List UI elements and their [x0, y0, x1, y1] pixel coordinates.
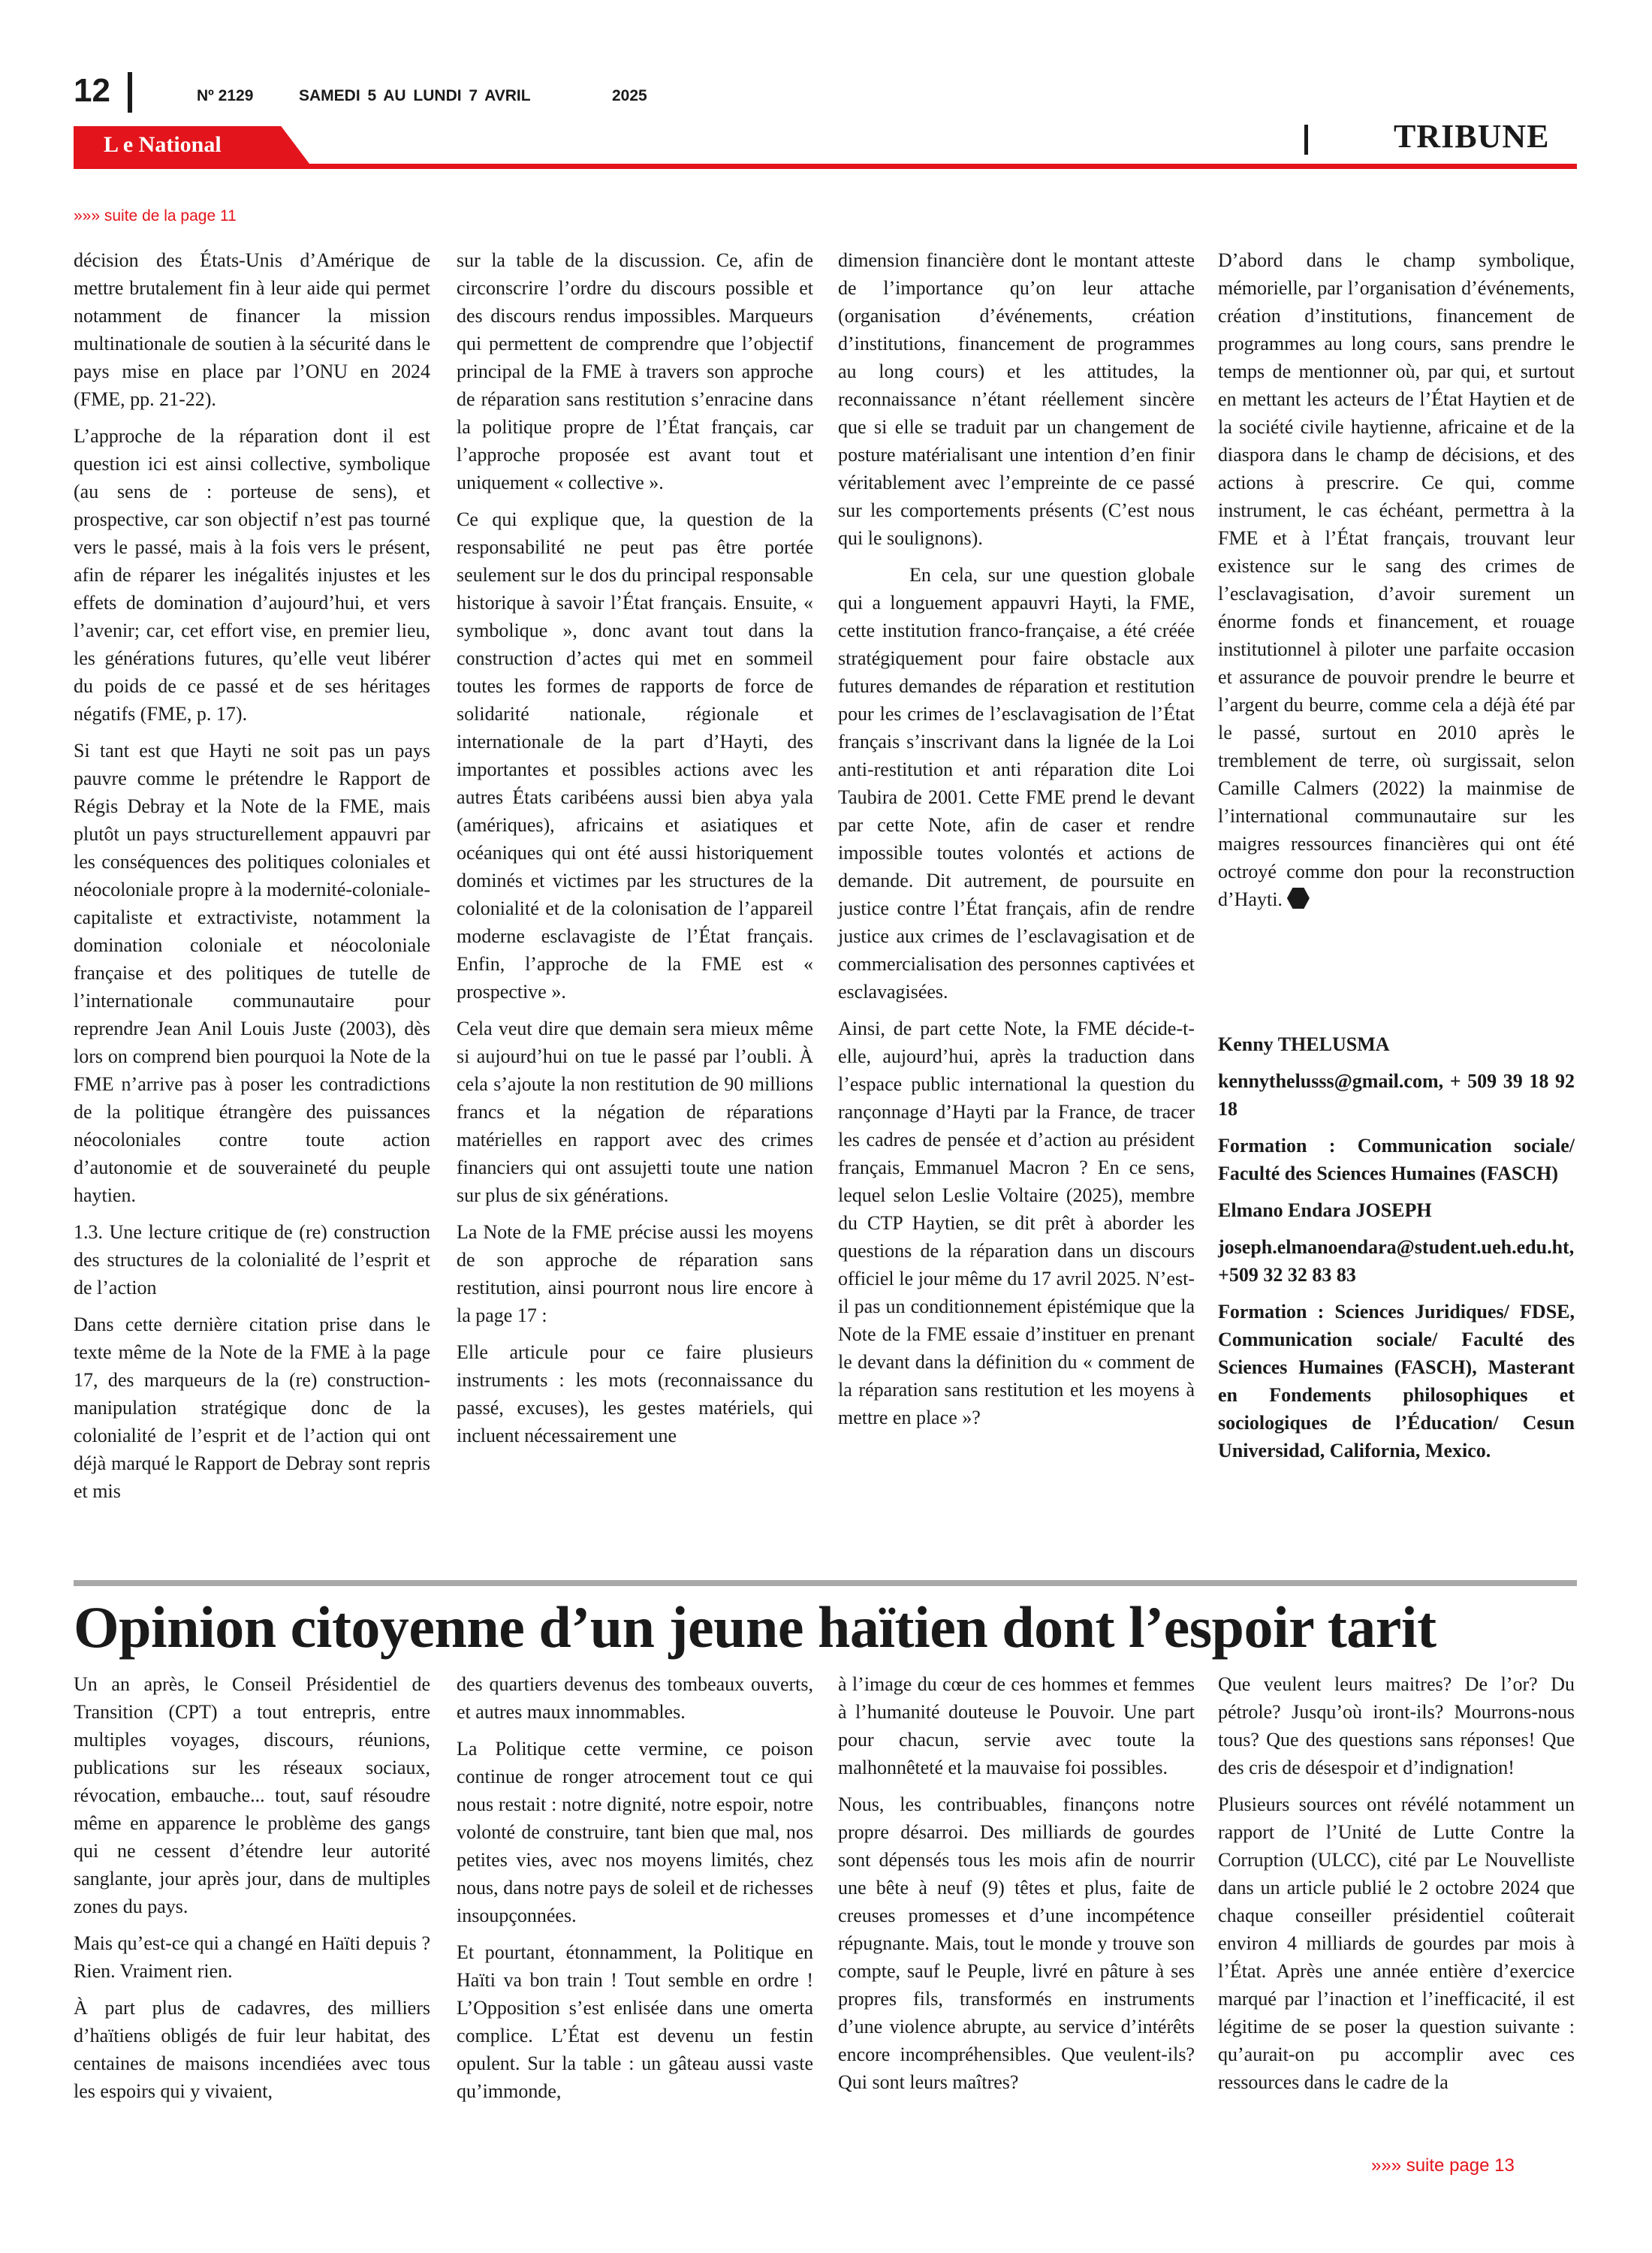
author-name: Kenny THELUSMA: [1218, 1033, 1390, 1055]
paragraph: à l’image du cœur de ces hommes et femmes à l’humanité douteuse le Pouvoir. Une part pour chacun, servie avec toute la malhonnêteté et la mauvaise foi possibles.: [838, 1673, 1195, 1778]
paragraph: Que veulent leurs maitres? De l’or? Du pétrole? Jusqu’où iront-ils? Mourrons-nous tous? Que des questions sans réponses! Que des cris de désespoir et d’indignation!: [1218, 1673, 1575, 1778]
section-divider: [1304, 125, 1308, 155]
newspaper-logo: L e National: [104, 132, 222, 157]
issue-date: SAMEDI 5 AU LUNDI 7 AVRIL: [299, 87, 531, 104]
paragraph: Elle articule pour ce faire plusieurs instruments : les mots (reconnaissance du passé, excuses), les gestes matériels, qui incluent nécessairement une: [457, 1341, 813, 1446]
paragraph: Cela veut dire que demain sera mieux même si aujourd’hui on tue le passé par l’oubli. À cela s’ajoute la non restitution de 90 millions francs et la négation de réparations matérielles en rapport avec des crimes financiers qui ont assujetti toute une nation sur plus de six générations.: [457, 1018, 813, 1206]
section-name: TRIBUNE: [1394, 118, 1550, 155]
header-rule: [74, 164, 1577, 169]
paragraph: Ainsi, de part cette Note, la FME décide-t-elle, aujourd’hui, après la traduction dans l’espace public international la question du rançonnage d’Hayti par la France, de tracer les cadres de pensée et d’action au président français, Emmanuel Macron ? En ce sens, lequel selon Leslie Voltaire (2025), membre du CTP Haytien, se dit prêt à aborder les questions de la réparation dans un discours officiel le jour même du 17 avril 2025. N’est-il pas un conditionnement épistémique que la Note de la FME essaie d’instituer en prenant le devant dans la définition du « comment de la réparation sans restitution et les moyens à mettre en place »?: [838, 1018, 1195, 1428]
subheading: 1.3. Une lecture critique de (re) construction des structures de la colonialité de l’esprit et de l’action: [74, 1221, 430, 1298]
end-of-article-icon: [1287, 888, 1310, 909]
continued-from: »»» suite de la page 11: [74, 207, 237, 225]
article-rule: [74, 1580, 1577, 1586]
author-block: [1218, 1030, 1575, 1473]
author-contact: joseph.elmanoendara@student.ueh.edu.ht, +509 32 32 83 83: [1218, 1236, 1575, 1286]
author-contact: kennythelusss@gmail.com, + 509 39 18 92 18: [1218, 1070, 1575, 1120]
page-number-divider: [128, 72, 132, 113]
paragraph: Un an après, le Conseil Présidentiel de Transition (CPT) a tout entrepris, entre multiples voyages, discours, réunions, publications sur les réseaux sociaux, révocation, embauche... tout, sauf résoudre même en apparence le problème des gangs qui ne cessent d’étendre leur autorité sanglante, jour après jour, dans de multiples zones du pays.: [74, 1673, 430, 1917]
paragraph: Mais qu’est-ce qui a changé en Haïti depuis ? Rien. Vraiment rien.: [74, 1932, 430, 1982]
paragraph: Nous, les contribuables, finançons notre propre désarroi. Des milliards de gourdes sont dépensés tous les mois afin de nourrir une bête à neuf (9) têtes et plus, faite de creuses promesses et d’une incompétence répugnante. Mais, tout le monde y trouve son compte, sauf le Peuple, livré en pâture à ses propres fils, transformés en instruments d’une violence abrupte, au service d’intérêts encore incompréhensibles. Que veulent-ils? Qui sont leurs maîtres?: [838, 1793, 1195, 2093]
issue-year: 2025: [612, 87, 647, 104]
article2-column-4: [1218, 1670, 1575, 2105]
article2-column-2: [457, 1670, 813, 2114]
paragraph: Plusieurs sources ont révélé notamment un rapport de l’Unité de Lutte Contre la Corruption (ULCC), cité par Le Nouvelliste dans un article publié le 2 octobre 2024 que chaque conseiller présidentiel coûterait environ 4 milliards de gourdes par mois à l’État. Après une année entière d’exercice marqué par l’inaction et l’inefficacité, il est légitime de se poser la question suivante : qu’aurait-on pu accomplir avec ces ressources dans le cadre de la: [1218, 1793, 1575, 2093]
paragraph: Si tant est que Hayti ne soit pas un pays pauvre comme le prétendre le Rapport de Régis Debray et la Note de la FME, mais plutôt un pays structurellement appauvri par les conséquences des politiques coloniales et néocoloniale propre à la modernité-coloniale-capitaliste et extractiviste, notamment la domination coloniale et néocoloniale française et des politiques de tutelle de l’internationale communautaire pour reprendre Jean Anil Louis Juste (2003), dès lors on comprend bien pourquoi la Note de la FME n’arrive pas à poser les contradictions de la politique étrangère des puissances néocoloniales contre toute action d’autonomie et de souveraineté du peuple haytien.: [74, 740, 431, 1206]
continued-on: »»» suite page 13: [1371, 2155, 1515, 2176]
paragraph-final: [1218, 246, 1575, 913]
issue-number: Nº 2129: [197, 87, 254, 104]
paragraph: L’approche de la réparation dont il est question ici est ainsi collective, symbolique (au sens de : porteuse de sens), et prospective, car son objectif n’est pas tourné vers le passé, mais à la fois vers le présent, afin de réparer les inégalités injustes et les effets de domination d’aujourd’hui, et vers l’avenir; car, cet effort vise, en premier lieu, les générations futures, qu’elle veut libérer du poids de ce passé et de ses héritages négatifs (FME, p. 17).: [74, 425, 430, 725]
paragraph-text: D’abord dans le champ symbolique, mémorielle, par l’organisation d’événements, création d’institutions, financement de programmes au long cours, sans prendre le temps de mentionner où, par qui, et surtout en mettant les acteurs de l’État Haytien et de la société civile haytienne, africaine et de la diaspora dans le champ de décisions, et des actions à prescrire. Ce qui, comme instrument, le cas échéant, permettra à la FME et à l’État français, trouvant leur existence sur le sang des crimes de l’esclavagisation, d’avoir surement un énorme fonds et financement, et rouage institutionnel à piloter une parfaite occasion et assurance de pouvoir prendre le beurre et l’argent du beurre, comme cela a déjà été par le passé, surtout en 2010 après le tremblement de terre, où surgissait, selon Camille Calmers (2022) la mainmise de l’international communautaire sur les maigres ressources financières qui ont été octroyé comme don pour la reconstruction d’Hayti.: [1218, 249, 1575, 910]
article1-column-4: [1218, 246, 1575, 922]
paragraph: Et pourtant, étonnamment, la Politique en Haïti va bon train ! Tout semble en ordre ! L’Opposition s’est enlisée dans une omerta complice. L’État est devenu un festin opulent. Sur la table : un gâteau aussi vaste qu’immonde,: [457, 1941, 813, 2102]
paragraph: Ce qui explique que, la question de la responsabilité ne peut pas être portée seulement sur le dos du principal responsable historique à savoir l’État français. Ensuite, « symbolique », donc avant tout dans la construction d’actes qui met en sommeil toutes les formes de rapports de force de solidarité nationale, régionale et internationale de la part d’Hayti, des importantes et possibles actions avec les autres États caribéens aussi bien abya yala (amériques), africains et asiatiques et océaniques qui ont été aussi historiquement dominés et victimes par les structures de la colonialité et de la colonisation de l’appareil moderne esclavagiste de l’État français. Enfin, l’approche de la FME est « prospective ».: [457, 508, 813, 1003]
article2-column-1: [74, 1670, 430, 2114]
paragraph: La Note de la FME précise aussi les moyens de son approche de réparation sans restitution, ainsi pourront nous lire encore à la page 17 :: [457, 1221, 813, 1326]
author-formation: Formation : Sciences Juridiques/ FDSE, Communication sociale/ Faculté des Sciences Humaines (FASCH), Masterant en Fondements philosophiques et sociologiques de l’Éducation/ Cesun Universidad, California, Mexico.: [1218, 1301, 1575, 1461]
paragraph: décision des États-Unis d’Amérique de mettre brutalement fin à leur aide qui permet notamment de financer la mission multinationale de soutien à la sécurité dans le pays mise en place par l’ONU en 2024 (FME, pp. 21-22).: [74, 249, 430, 410]
author-name: Elmano Endara JOSEPH: [1218, 1199, 1432, 1221]
paragraph: dimension financière dont le montant atteste de l’importance qu’on leur attache (organisation d’événements, création d’institutions, financement de programmes au long cours) et les attitudes, la reconnaissance n’étant réellement sincère que si elle se traduit par un changement de posture matérialisant une intention d’en finir véritablement avec l’empreinte de ce passé sur les comportements présents (C’est nous qui le soulignons).: [838, 249, 1195, 549]
article-headline: Opinion citoyenne d’un jeune haïtien dont l’espoir tarit: [74, 1594, 1436, 1660]
page-number: 12: [74, 72, 110, 109]
article1-column-1: [74, 246, 430, 1514]
paragraph: sur la table de la discussion. Ce, afin de circonscrire l’ordre du discours possible et des discours rendus impossibles. Marqueurs qui permettent de comprendre que l’objectif principal de la FME à travers son approche de réparation sans restitution s’enracine dans la politique propre de l’État français, car l’approche proposée est avant tout et uniquement « collective ».: [457, 249, 813, 493]
paragraph: des quartiers devenus des tombeaux ouverts, et autres maux innommables.: [457, 1673, 813, 1723]
author-formation: Formation : Communication sociale/ Faculté des Sciences Humaines (FASCH): [1218, 1135, 1575, 1184]
article1-column-3: [838, 246, 1195, 1440]
paragraph: En cela, sur une question globale qui a longuement appauvri Hayti, la FME, cette institution franco-française, a été créée stratégiquement pour faire obstacle aux futures demandes de réparation et restitution pour les crimes de l’esclavagisation de l’État français s’inscrivant dans la lignée de la Loi anti-restitution et anti réparation dite Loi Taubira de 2001. Cette FME prend le devant par cette Note, afin de caser et rendre impossible toutes volontés et actions de demande. Dit autrement, de poursuite en justice contre l’État français, afin de rendre justice aux crimes de l’esclavagisation et de commercialisation des personnes captivées et esclavagisées.: [838, 564, 1195, 1003]
article1-column-2: [457, 246, 813, 1458]
paragraph: Dans cette dernière citation prise dans le texte même de la Note de la FME à la page 17, des marqueurs de la (re) construction-manipulation stratégique donc de la colonialité de l’esprit et de l’action qui ont déjà marqué le Rapport de Debray sont repris et mis: [74, 1313, 430, 1502]
article2-column-3: [838, 1670, 1195, 2105]
paragraph: La Politique cette vermine, ce poison continue de ronger atrocement tout ce qui nous restait : notre dignité, notre espoir, notre volonté de construire, tant bien que mal, nos petites vies, avec nos moyens limités, chez nous, dans notre pays de soleil et de richesses insoupçonnées.: [457, 1738, 813, 1926]
paragraph: À part plus de cadavres, des milliers d’haïtiens obligés de fuir leur habitat, des centaines de maisons incendiées avec tous les espoirs qui y vivaient,: [74, 1997, 430, 2102]
